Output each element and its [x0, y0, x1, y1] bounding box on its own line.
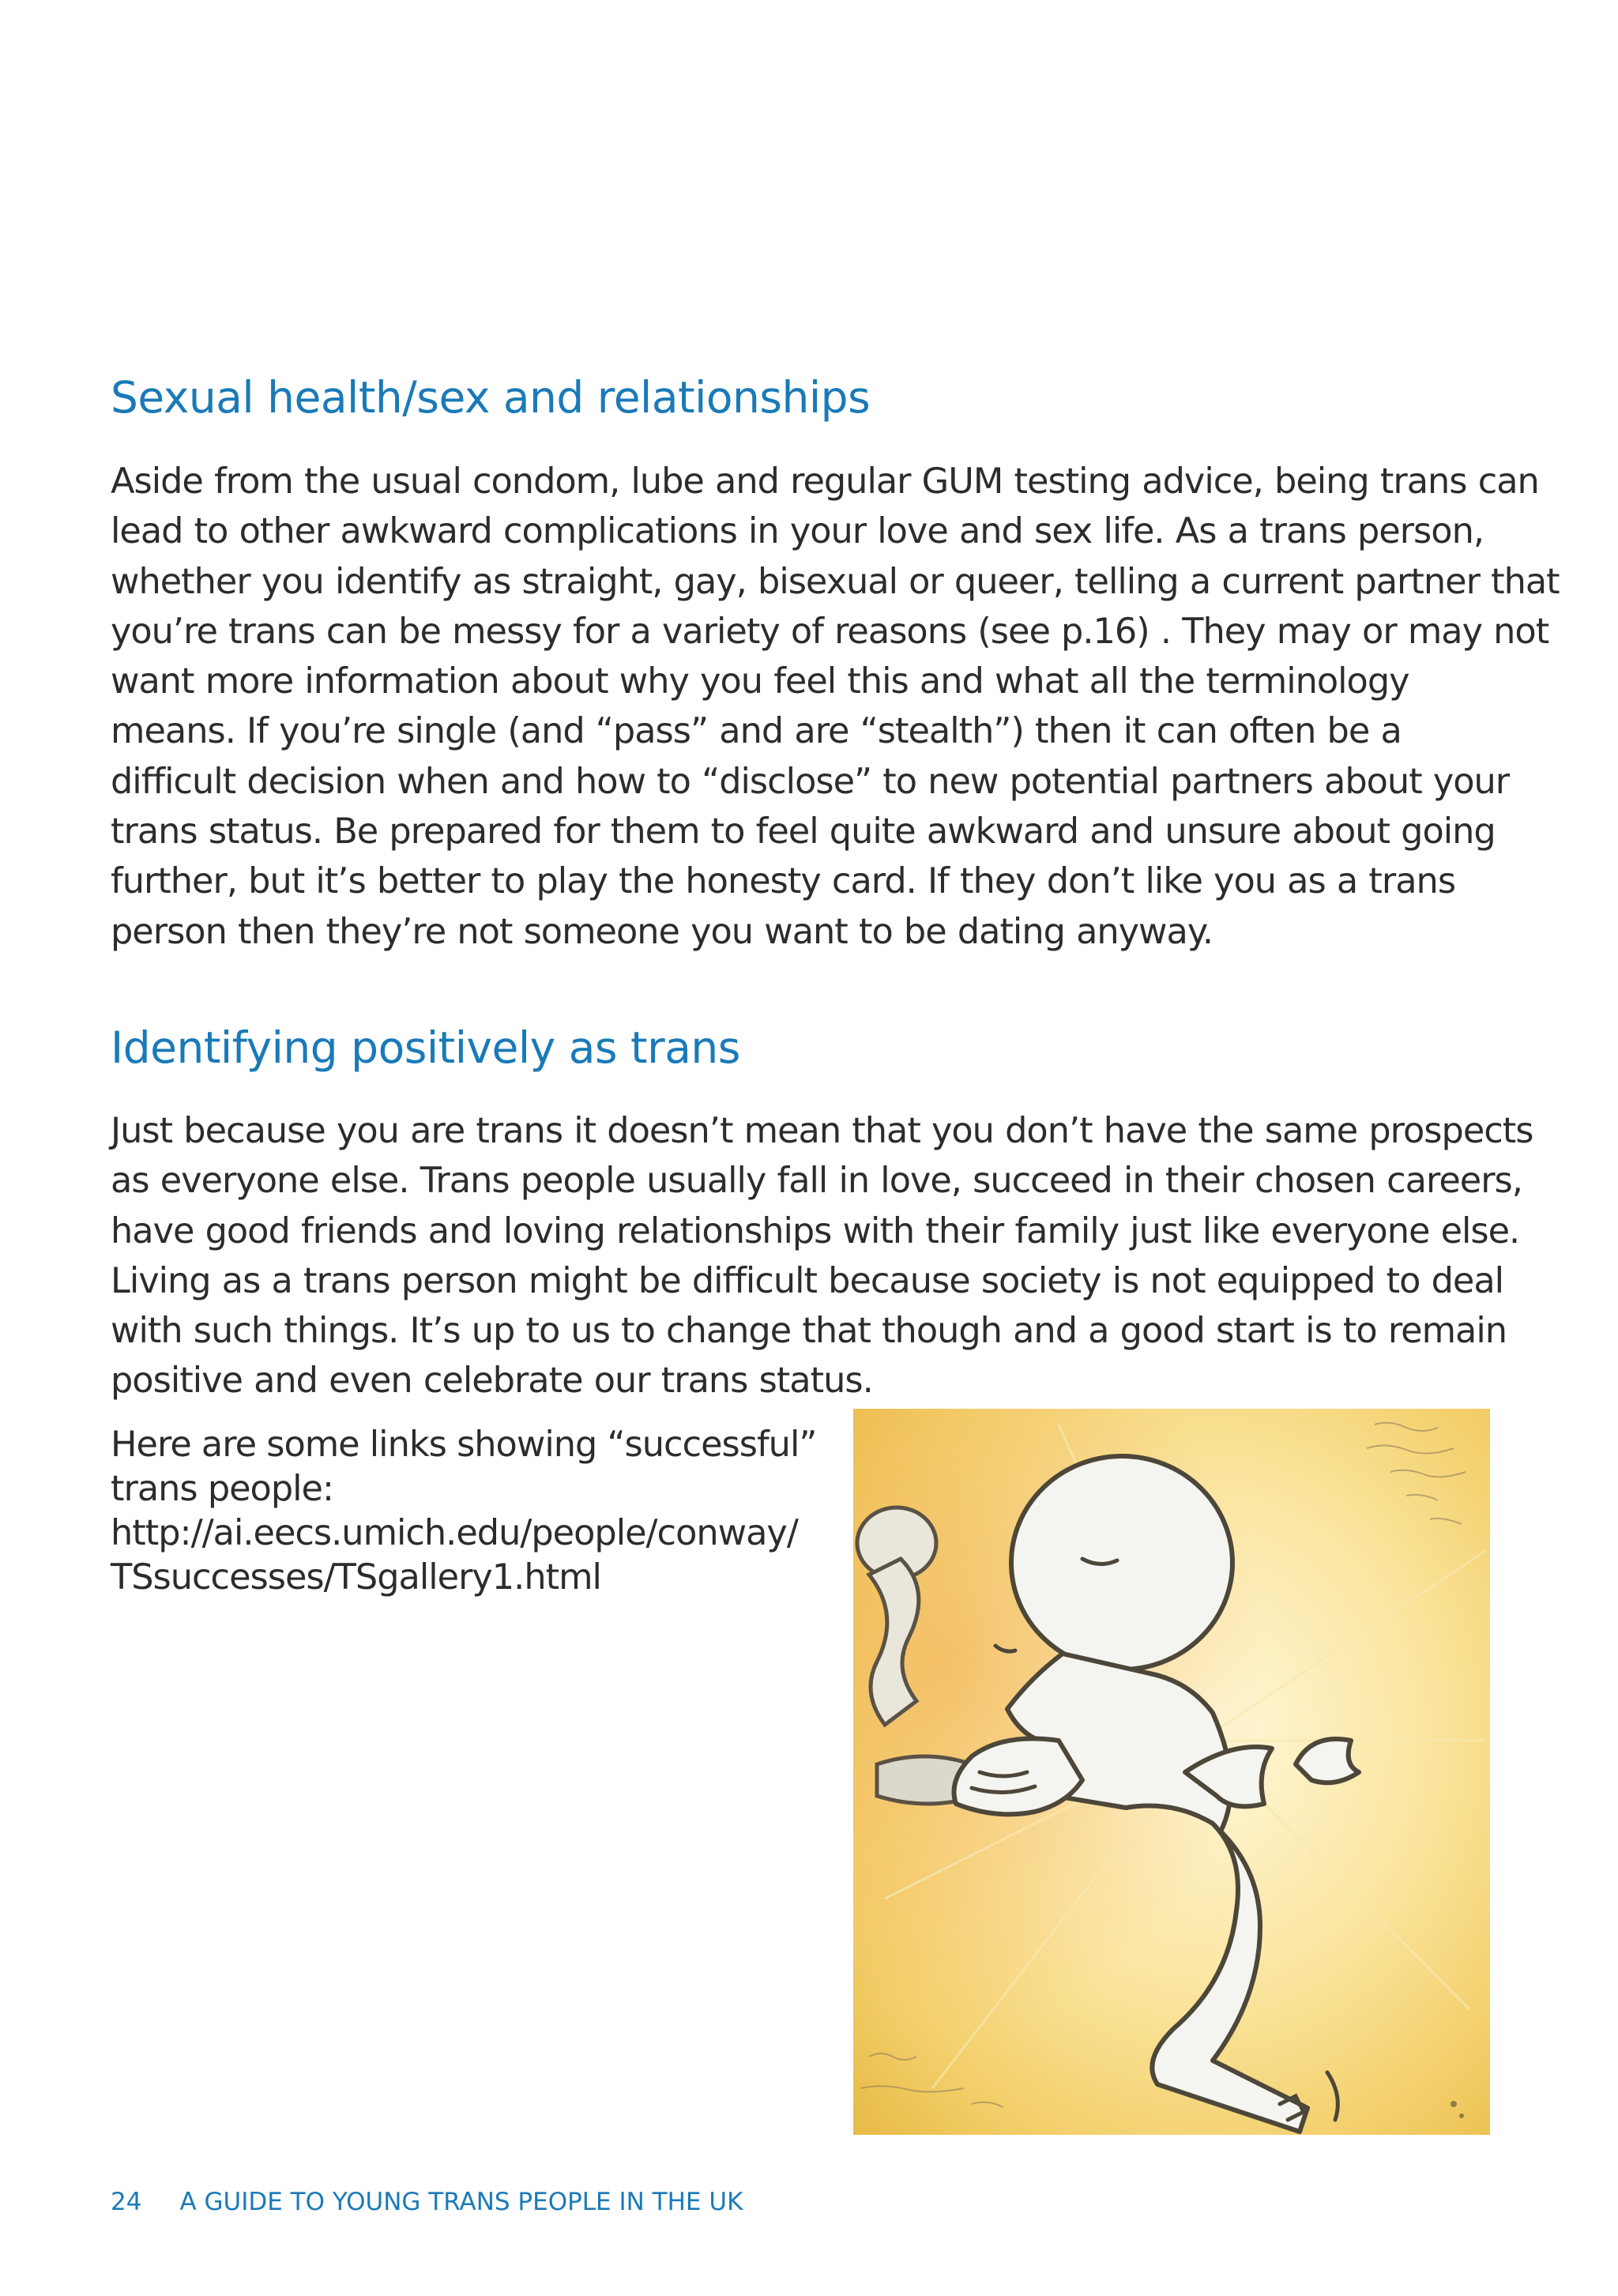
- paragraph-line: further, but it’s better to play the honesty card. If they don’t like you as a trans: [111, 860, 1456, 902]
- paragraph-line: Living as a trans person might be difficult because society is not equipped to deal: [111, 1259, 1504, 1301]
- links-intro-line: trans people:: [111, 1468, 333, 1509]
- paragraph-line: Aside from the usual condom, lube and regular GUM testing advice, being trans can: [111, 461, 1539, 502]
- section-body-identifying-positively: [111, 1106, 1533, 1406]
- successful-trans-people-links: [111, 1422, 816, 1599]
- paragraph-line: person then they’re not someone you want to be dating anyway.: [111, 910, 1214, 952]
- paragraph-line: whether you identify as straight, gay, bisexual or queer, telling a current partner that: [111, 560, 1560, 602]
- illustration-figure-drawing: [853, 1409, 1490, 2135]
- illustration-artwork: [853, 1409, 1490, 2135]
- paragraph-line: Just because you are trans it doesn’t mean that you don’t have the same prospects: [111, 1110, 1533, 1151]
- section-heading-sexual-health: Sexual health/sex and relationships: [111, 372, 871, 423]
- paragraph-line: as everyone else. Trans people usually fall in love, succeed in their chosen careers,: [111, 1160, 1522, 1202]
- paragraph-line: with such things. It’s up to us to change that though and a good start is to remain: [111, 1310, 1507, 1352]
- paragraph-line: have good friends and loving relationships with their family just like everyone else.: [111, 1210, 1520, 1252]
- paragraph-line: you’re trans can be messy for a variety of reasons (see p.16) . They may or may not: [111, 610, 1549, 652]
- section-body-sexual-health: [111, 457, 1560, 957]
- links-intro-line: Here are some links showing “successful”: [111, 1424, 817, 1465]
- page-footer: [111, 2186, 743, 2218]
- paragraph-line: positive and even celebrate our trans status.: [111, 1360, 873, 1402]
- paragraph-line: lead to other awkward complications in your love and sex life. As a trans person,: [111, 510, 1484, 552]
- paragraph-line: difficult decision when and how to “disclose” to new potential partners about your: [111, 760, 1510, 802]
- paragraph-line: want more information about why you feel this and what all the terminology: [111, 661, 1409, 702]
- section-heading-identifying-positively: Identifying positively as trans: [111, 1022, 740, 1073]
- page-number: 24: [111, 2188, 142, 2216]
- gallery-url-link[interactable]: http://ai.eecs.umich.edu/people/conway/: [111, 1512, 798, 1553]
- gallery-url-link[interactable]: TSsuccesses/TSgallery1.html: [111, 1556, 601, 1598]
- paragraph-line: means. If you’re single (and “pass” and are “stealth”) then it can often be a: [111, 710, 1402, 752]
- guide-title: A GUIDE TO YOUNG TRANS PEOPLE IN THE UK: [179, 2188, 743, 2216]
- paragraph-line: trans status. Be prepared for them to feel quite awkward and unsure about going: [111, 811, 1496, 853]
